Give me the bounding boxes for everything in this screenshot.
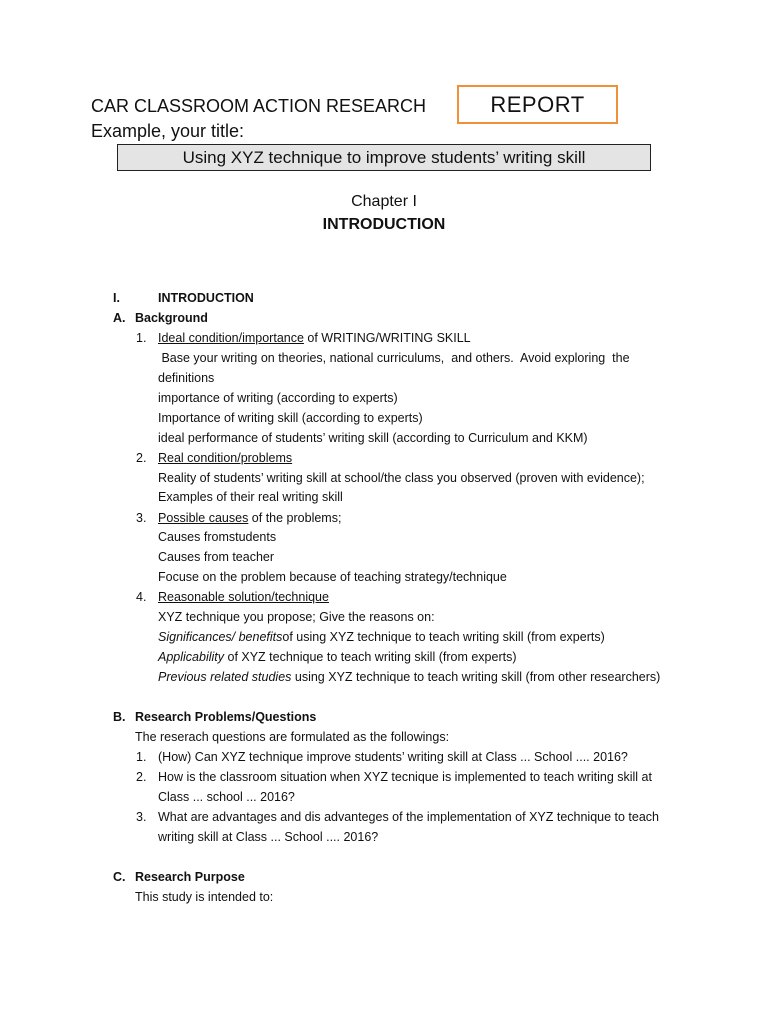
item-number: 2. xyxy=(136,451,147,465)
chapter-label: Chapter I xyxy=(351,193,417,210)
section-b-marker: B. xyxy=(113,710,126,724)
item-heading-rest: of WRITING/WRITING SKILL xyxy=(303,331,471,345)
question-number: 2. xyxy=(136,770,147,784)
body-line: definitions xyxy=(158,371,215,385)
section-i-marker: I. xyxy=(113,291,120,305)
report-label: REPORT xyxy=(490,91,585,117)
body-line: Causes fromstudents xyxy=(158,530,277,544)
question-line: (How) Can XYZ technique improve students’ writing skill at Class ... School .... 2016? xyxy=(158,750,628,764)
section-b-title: Research Problems/Questions xyxy=(135,710,317,724)
body-line: Focuse on the problem because of teaching strategy/technique xyxy=(158,570,507,584)
body-line: XYZ technique you propose; Give the reasons on: xyxy=(158,610,435,624)
body-line: Causes from teacher xyxy=(158,550,275,564)
body-line xyxy=(158,649,517,665)
question-number: 1. xyxy=(136,750,147,764)
item-heading-underlined: Possible causes xyxy=(158,511,249,525)
item-heading xyxy=(158,510,341,526)
line-rest: using XYZ technique to teach writing skill (from other researchers) xyxy=(291,670,661,684)
body-line: ideal performance of students’ writing skill (according to Curriculum and KKM) xyxy=(158,431,588,445)
section-i-title: INTRODUCTION xyxy=(158,291,254,305)
italic-term: Previous related studies xyxy=(158,670,292,684)
example-title-label: Example, your title: xyxy=(91,121,245,141)
item-number: 3. xyxy=(136,511,147,525)
question-line: How is the classroom situation when XYZ tecnique is implemented to teach writing skill at xyxy=(158,770,652,784)
body-line: Base your writing on theories, national curriculums, and others. Avoid exploring the xyxy=(158,351,630,365)
italic-term: Applicability xyxy=(158,650,225,664)
body-line: Reality of students’ writing skill at school/the class you observed (proven with evidence); xyxy=(158,471,645,485)
body-line: This study is intended to: xyxy=(135,890,274,904)
question-line: Class ... school ... 2016? xyxy=(158,790,295,804)
section-a-title: Background xyxy=(135,311,208,325)
body-line: Importance of writing skill (according to experts) xyxy=(158,411,423,425)
body-line: importance of writing (according to experts) xyxy=(158,391,398,405)
line-rest: of XYZ technique to teach writing skill (from experts) xyxy=(224,650,517,664)
item-heading: Real condition/problems xyxy=(158,451,293,465)
line-rest: of using XYZ technique to teach writing skill (from experts) xyxy=(282,630,605,644)
section-a-marker: A. xyxy=(113,311,126,325)
item-heading: Reasonable solution/technique xyxy=(158,590,329,604)
item-heading xyxy=(158,330,471,346)
item-heading-rest: of the problems; xyxy=(248,511,342,525)
body-line xyxy=(158,669,660,685)
question-line: What are advantages and dis advanteges of the implementation of XYZ technique to teach xyxy=(158,810,660,824)
body-line: Examples of their real writing skill xyxy=(158,490,343,504)
body-line: The reserach questions are formulated as the followings: xyxy=(135,730,450,744)
italic-term: Significances/ benefits xyxy=(158,630,283,644)
section-c-title: Research Purpose xyxy=(135,870,245,884)
body-line xyxy=(158,629,605,645)
item-number: 4. xyxy=(136,590,147,604)
title-box xyxy=(117,144,651,171)
chapter-title: INTRODUCTION xyxy=(322,216,446,233)
report-badge xyxy=(457,85,618,124)
item-heading-underlined: Ideal condition/importance xyxy=(158,331,304,345)
header-label: CAR CLASSROOM ACTION RESEARCH xyxy=(91,96,427,116)
document-title: Using XYZ technique to improve students’ writing skill xyxy=(182,147,586,167)
question-line: writing skill at Class ... School .... 2016? xyxy=(158,830,379,844)
section-c-marker: C. xyxy=(113,870,126,884)
item-number: 1. xyxy=(136,331,147,345)
question-number: 3. xyxy=(136,810,147,824)
